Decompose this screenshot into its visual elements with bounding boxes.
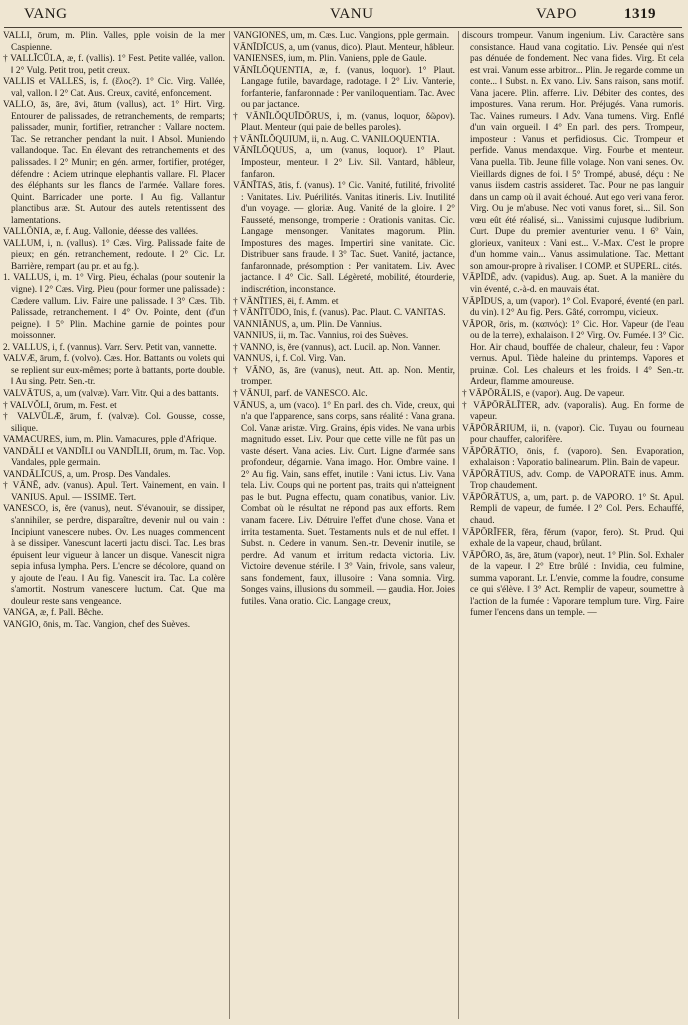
running-head-left: VANG <box>24 6 68 22</box>
dictionary-columns <box>0 31 688 1021</box>
dictionary-entry: VĀNĬDĬCUS, a, um (vanus, dico). Plaut. Menteur, hâbleur. <box>233 42 455 53</box>
dictionary-entry: VĀPŌRĬFER, fĕra, fĕrum (vapor, fero). St. Prud. Qui exhale de la vapeur, chaud, brûlant. <box>462 527 684 550</box>
dictionary-entry: † VALLĬCŬLA, æ, f. (vallis). 1° Fest. Petite vallée, vallon. ‖ 2° Vulg. Petit trou, petit creux. <box>3 54 225 76</box>
dictionary-entry: VALLI, ōrum, m. Plin. Valles, pple voisin de la mer Caspienne. <box>3 31 225 53</box>
dictionary-entry: VĀNUS, a, um (vaco). 1° En parl. des ch. Vide, creux, qui n'a que l'apparence, sans corps, sans réalité : Vana grana. Col. Vanæ aristæ. Virg. Grains, épis vides. Ne vana urbis magnitudo esset. Liv. Pour que cette ville ne fût pas un vaste désert. Vana acies. Liv. Curt. Ligne d'armée sans profondeur, dégarnie. Vana imago. Hor. Ombre vaine. ‖ 2° Au fig. Vain, sans effet, inutile : Vani ictus. Liv. Vana tela. Liv. Coups qui ne portent pas, traits qui n'atteignent pas le but. Pugna effectu, quam conatibus, vanior. Liv. Combat où le résultat ne répond pas aux efforts. Rem vanam facere. Liv. Détruire l'effet d'une chose. Vana et irrita testamenta. Suet. Testaments nuls et de nul effet. ‖ Subst. n. Cedere in vanum. Sen.-tr. Devenir inutile, se perdre. Ad vanum et irritum redacta victoria. Liv. Victoire devenue stérile. ‖ 3° Vain, frivole, sans valeur, sans fondement, faux, illusoire : Vana somnia. Virg. Songes vains, illusions du sommeil. — gaudia. Hor. Joies futiles. Vana oratio. Cic. Langage creux, <box>233 400 455 607</box>
dictionary-entry: † VALVŎLI, ōrum, m. Fest. et <box>3 400 117 411</box>
dictionary-entry: VĀPŌRĀTIUS, adv. Comp. de VAPORATE inus. Amm. Trop chaudement. <box>462 469 684 492</box>
dictionary-entry: VĀNĬLŎQUUS, a, um (vanus, loquor). 1° Plaut. Imposteur, menteur. ‖ 2° Liv. Sil. Vantard, hâbleur, fanfaron. <box>233 146 455 180</box>
dictionary-entry: VANGIŌNES, um, m. Cæs. Luc. Vangions, pple germain. <box>233 31 450 41</box>
dictionary-entry: VĀNĬLŎQUENTIA, æ, f. (vanus, loquor). 1° Plaut. Langage futile, bavardage, radotage. ‖ 2° Liv. Vanterie, forfanterie, fanfaronnade : Per vaniloquentiam. Tac. Avec ou par jactance. <box>233 65 455 111</box>
dictionary-entry: discours trompeur. Vanum ingenium. Liv. Caractère sans consistance. Haud vana cogitatio. Liv. Pensée qui n'est pas dénuée de fondement. Nec vana fides. Virg. Et cela est vrai. Vanum esse arbitror... Plin. Je regarde comme un conte... ‖ Subst. n. Ex vano. Liv. Sans raison, sans motif. Vana jacere. Plin. afferre. Liv. Débiter des contes, des impostures. Vana rerum. Hor. Préjugés. Vana rumoris. Tac. Vaines rumeurs. ‖ Adv. Vana tumens. Virg. Enflé d'un vain orgueil. ‖ 4° En parl. des pers. Trompeur, imposteur : Vanus et perfidiosus. Cic. Trompeur et perfide. Vanus mendaxque. Virg. Fourbe et menteur. Vana puella. Tib. Jeune fille volage. Non vani senes. Ov. Vieillards dignes de foi. ‖ 5° Trompé, abusé, déçu : Ne vanus iisdem castris assideret. Tac. Pour ne pas languir dans un camp où il avait échoué. Aut ego veri vana feror. Virg. Ou je m'abuse. Nec voti vanus foret, si... Sil. Son vœu eût été réalisé, si... Vanissimi cujusque ludibrium. Curt. Dupe du premier aventurier venu. ‖ 6° Vain, glorieux, vaniteux : Vani est... V.-Max. C'est le propre d'un homme vain... Vanus assimulatione. Tac. Mettant son amour-propre à rivaliser. ‖ COMP. et SUPERL. cités. <box>462 31 684 272</box>
dictionary-entry: † VĀPŌRĀLIS, e (vapor). Aug. De vapeur. <box>462 388 625 399</box>
dictionary-entry: VALLIS et VALLES, is, f. (ἕλος?). 1° Cic. Virg. Vallée, val, vallon. ‖ 2° Cat. Aus. Creux, cavité, enfoncement. <box>3 77 225 99</box>
column-middle <box>233 31 455 1021</box>
dictionary-entry: VANDĀLĬCUS, a, um. Prosp. Des Vandales. <box>3 469 171 480</box>
column-left <box>3 31 225 1021</box>
dictionary-entry: † VĀNĬLŎQUĬDŌRUS, i, m. (vanus, loquor, δῶρον). Plaut. Menteur (qui paie de belles paroles). <box>233 111 455 134</box>
dictionary-entry: VĀPŌRO, ās, āre, ātum (vapor), neut. 1° Plin. Sol. Exhaler de la vapeur. ‖ 2° Etre brûlé : Invidia, ceu fulmine, summa vaporant. Lr. L'envie, comme la foudre, consume ce qui s'élève. ‖ 3° Act. Remplir de vapeur, soumettre à l'action de la fumée : Vaporare templum ture. Virg. Faire fumer l'encens dans un temple. — <box>462 550 684 619</box>
dictionary-entry: VĀPĬDĒ, adv. (vapidus). Aug. ap. Suet. A la manière du vin éventé, c.-à-d. en mauvais état. <box>462 273 684 296</box>
dictionary-entry: † VĀNUI, parf. de VANESCO. Alc. <box>233 388 368 399</box>
dictionary-entry: VĂPOR, ōris, m. (καπνός): 1° Cic. Hor. Vapeur (de l'eau ou de la terre), exhalaison. ‖ 2° Virg. Ov. Fumée. ‖ 3° Cic. Hor. Air chaud, bouffée de chaleur, chaleur, feu : Vapor vernus. Apul. Tiède haleine du printemps. Vapores et pruinæ. Col. Les chaleurs et les froids. ‖ 4° Sen.-tr. Ardeur, flamme amoureuse. <box>462 319 684 388</box>
dictionary-entry: VANESCO, is, ĕre (vanus), neut. S'évanouir, se dissiper, s'annihiler, se perdre, disparaître, devenir nul ou vain : Incipiunt vanescere nubes. Ov. Les nuages commencent à se dissiper. Vanescunt lacerti jactu disci. Tac. Les bras épuisent leur vigueur à lancer un disque. Vanescit nigra sepia infusa lympha. Pers. L'encre se décolore, quand on y ajoute de l'eau. ‖ Au fig. Vanescit ira. Tac. La colère s'amortit. Nostrum vanescere luctum. Cat. Que ma douleur reste sans vengeance. <box>3 504 225 607</box>
dictionary-entry: VĀPŌRĀRIUM, ii, n. (vapor). Cic. Tuyau ou fourneau pour chauffer, calorifère. <box>462 423 684 446</box>
dictionary-entry: VANGA, æ, f. Pall. Bêche. <box>3 608 104 619</box>
column-right <box>462 31 684 1021</box>
dictionary-entry: † VANNO, is, ĕre (vannus), act. Lucil. ap. Non. Vanner. <box>233 342 441 353</box>
dictionary-entry: † VĀNO, ās, āre (vanus), neut. Att. ap. Non. Mentir, tromper. <box>233 365 455 388</box>
dictionary-entry: VĀNĬTAS, ātis, f. (vanus). 1° Cic. Vanité, futilité, frivolité : Vanitates. Liv. Puérilités. Vanitas itineris. Liv. Inutilité d'un voyage. — gloriæ. Aug. Vanité de la gloire. ‖ 2° Fausseté, mensonge, tromperie : Orationis vanitas. Cic. Langage mensonger. Vanitates magorum. Plin. Impostures des mages. Impertiri sine vanitate. Cic. Distribuer sans fraude. ‖ 3° Tac. Suet. Vanité, jactance, fanfaronnade, présomption : Per vanitatem. Liv. Avec jactance. ‖ 4° Cic. Sall. Légèreté, mobilité, étourderie, indiscrétion, inconstance. <box>233 181 455 296</box>
dictionary-entry: VANIENSES, ium, m. Plin. Vaniens, pple de Gaule. <box>233 54 427 65</box>
running-head-middle: VANU <box>330 6 374 22</box>
dictionary-entry: † VĀPŌRĀLĬTER, adv. (vaporalis). Aug. En forme de vapeur. <box>462 400 684 423</box>
dictionary-entry: † VĀNĬTIES, ēi, f. Amm. et <box>233 296 339 307</box>
dictionary-entry: 1. VALLUS, i, m. 1° Virg. Pieu, échalas (pour soutenir la vigne). ‖ 2° Cæs. Virg. Pieu (pour former une palissade) : Cædere vallum. Liv. Faire une palissade. ‖ 3° Cæs. Tib. Palissade, retranchement. ‖ 4° Ov. Pointe, dent (d'un peigne). ‖ 5° Plin. Machine garnie de pointes pour moissonner. <box>3 273 225 342</box>
dictionary-entry: VANDĀLI et VANDĬLI ou VANDĬLII, ōrum, m. Tac. Vop. Vandales, pple germain. <box>3 446 225 469</box>
header-rule <box>4 27 682 28</box>
page-number: 1319 <box>624 6 656 22</box>
dictionary-entry: VANNIUS, ii, m. Tac. Vannius, roi des Suèves. <box>233 331 409 342</box>
dictionary-entry: † VĀNĬLŎQUIUM, ii, n. Aug. C. VANILOQUENTIA. <box>233 134 440 145</box>
dictionary-entry: VALVĀTUS, a, um (valvæ). Varr. Vitr. Qui a des battants. <box>3 388 219 399</box>
dictionary-entry: VANNIĀNUS, a, um. Plin. De Vannius. <box>233 319 382 330</box>
dictionary-entry: VAMACURES, ium, m. Plin. Vamacures, pple d'Afrique. <box>3 435 217 446</box>
dictionary-entry: VANGIO, ōnis, m. Tac. Vangion, chef des Suèves. <box>3 619 191 630</box>
dictionary-entry: VĀPŌRĀTIO, ōnis, f. (vaporo). Sen. Evaporation, exhalaison : Vaporatio balinearum. Plin. Bain de vapeur. <box>462 446 684 469</box>
column-divider <box>229 31 230 1019</box>
dictionary-entry: VALVÆ, ārum, f. (volvo). Cæs. Hor. Battants ou volets qui se replient sur eux-mêmes; porte à battants, porte double. ‖ Au sing. Petr. Sen.-tr. <box>3 354 225 388</box>
dictionary-entry: VALLŌNIA, æ, f. Aug. Vallonie, déesse des vallées. <box>3 227 199 238</box>
page-header <box>0 6 688 26</box>
dictionary-entry: † VĀNĬTŪDO, ĭnis, f. (vanus). Pac. Plaut. C. VANITAS. <box>233 308 446 319</box>
dictionary-entry: VALLO, ās, āre, āvi, ātum (vallus), act. 1° Hirt. Virg. Entourer de palissades, de retranchements, de remparts; palissader, munir, fortifier, retrancher : Vallare noctem. Tac. Se retrancher pendant la nuit. ‖ Absol. Muniendo vallandoque. Tac. En élevant des retranchements et des palissades. ‖ 2° Munir; en gén. armer, fortifier, protéger, défendre : Aciem utrinque elephantis vallare. Fl. Placer des éléphants sur les flancs de l'armée. Vallare fores. Quint. Barricader une porte. ‖ Au fig. Vallantur planctibus aræ. St. Autour des autels retentissent des lamentations. <box>3 100 225 226</box>
running-head-right: VAPO <box>536 6 577 22</box>
dictionary-entry: VĀPŌRĀTUS, a, um, part. p. de VAPORO. 1° St. Apul. Rempli de vapeur, de fumée. ‖ 2° Col. Pers. Echauffé, chaud. <box>462 492 684 526</box>
dictionary-entry: VANNUS, i, f. Col. Virg. Van. <box>233 354 346 365</box>
column-divider <box>458 31 459 1019</box>
dictionary-entry: 2. VALLUS, i, f. (vannus). Varr. Serv. Petit van, vannette. <box>3 342 217 353</box>
dictionary-entry: † VĀNĒ, adv. (vanus). Apul. Tert. Vainement, en vain. ‖ VANIUS. Apul. — ISSIME. Tert. <box>3 481 225 503</box>
dictionary-entry: † VALVŬLÆ, ārum, f. (valvæ). Col. Gousse, cosse, silique. <box>3 412 225 434</box>
dictionary-entry: VALLUM, i, n. (vallus). 1° Cæs. Virg. Palissade faite de pieux; en gén. retranchement, redoute. ‖ 2° Cic. Lr. Barrière, rempart (au pr. et au fg.). <box>3 238 225 272</box>
dictionary-entry: VĀPĬDUS, a, um (vapor). 1° Col. Evaporé, éventé (en parl. du vin). ‖ 2° Au fig. Pers. Gâté, corrompu, vicieux. <box>462 296 684 319</box>
